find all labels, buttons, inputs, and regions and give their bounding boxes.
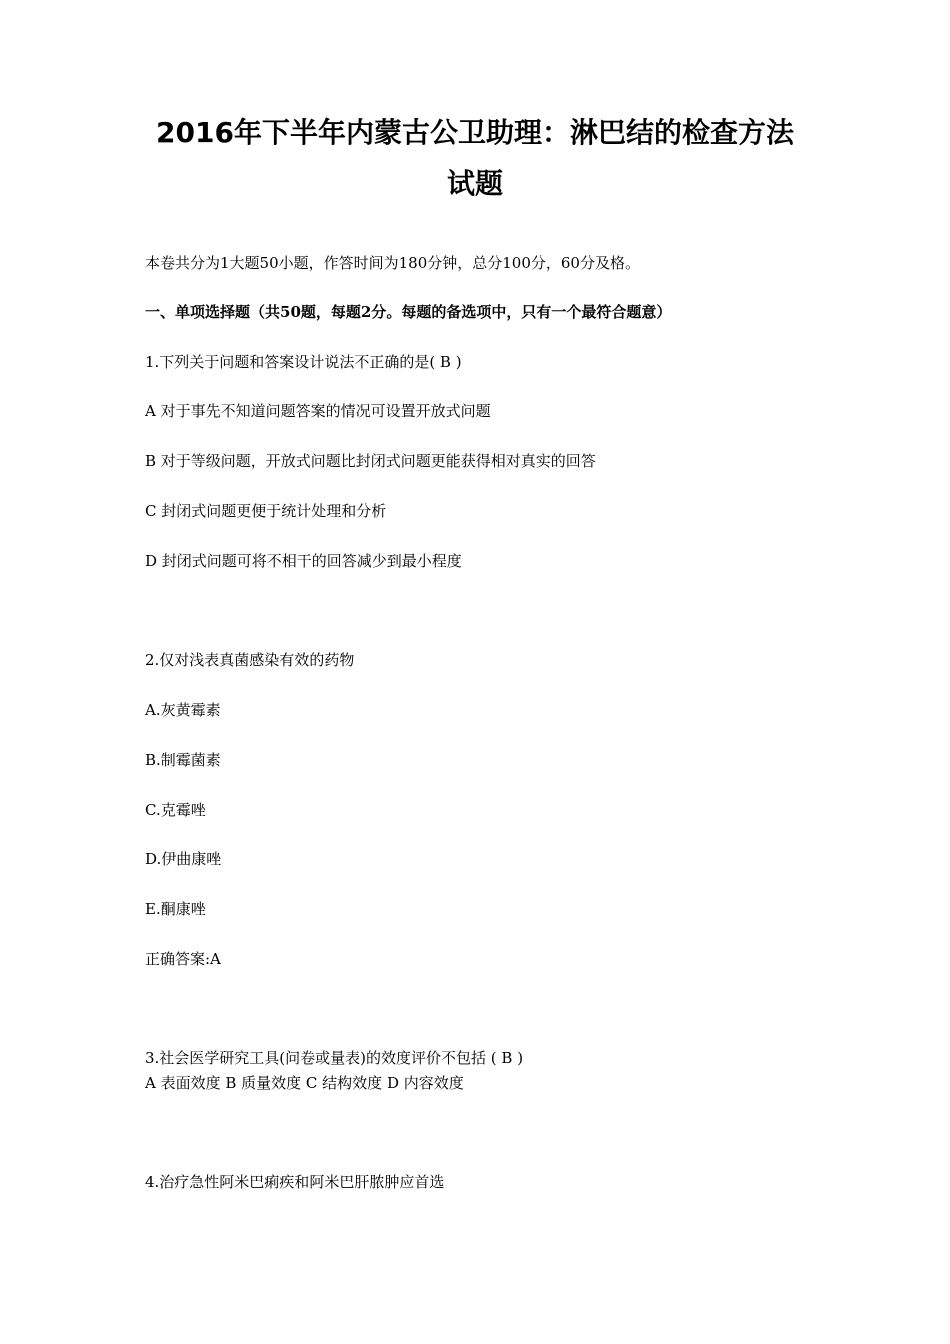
question-2-stem: 2.仅对浅表真菌感染有效的药物 <box>145 651 355 669</box>
question-1-option-c: C 封闭式问题更便于统计处理和分析 <box>145 502 387 520</box>
question-2-option-c: C.克霉唑 <box>145 801 206 819</box>
question-2-option-e: E.酮康唑 <box>145 900 206 918</box>
exam-intro: 本卷共分为1大题50小题，作答时间为180分钟，总分100分，60分及格。 <box>145 254 640 272</box>
question-4-stem: 4.治疗急性阿米巴痢疾和阿米巴肝脓肿应首选 <box>145 1173 445 1191</box>
document-title-continued: 试题 <box>446 167 503 200</box>
question-1-option-b: B 对于等级问题，开放式问题比封闭式问题更能获得相对真实的回答 <box>145 452 596 470</box>
question-2-answer: 正确答案:A <box>145 950 221 968</box>
question-2-option-a: A.灰黄霉素 <box>145 701 221 719</box>
section-heading: 一、单项选择题（共50题，每题2分。每题的备选项中，只有一个最符合题意） <box>145 303 672 321</box>
question-2-option-d: D.伊曲康唑 <box>145 850 222 868</box>
question-3-options: A 表面效度 B 质量效度 C 结构效度 D 内容效度 <box>145 1074 464 1092</box>
question-1-stem: 1.下列关于问题和答案设计说法不正确的是( B ) <box>145 353 462 371</box>
question-2-option-b: B.制霉菌素 <box>145 751 221 769</box>
question-1-option-d: D 封闭式问题可将不相干的回答减少到最小程度 <box>145 552 462 570</box>
question-3-stem: 3.社会医学研究工具(问卷或量表)的效度评价不包括 ( B ) <box>145 1049 524 1067</box>
document-title: 2016年下半年内蒙古公卫助理：淋巴结的检查方法 <box>156 116 794 149</box>
question-1-option-a: A 对于事先不知道问题答案的情况可设置开放式问题 <box>145 402 491 420</box>
